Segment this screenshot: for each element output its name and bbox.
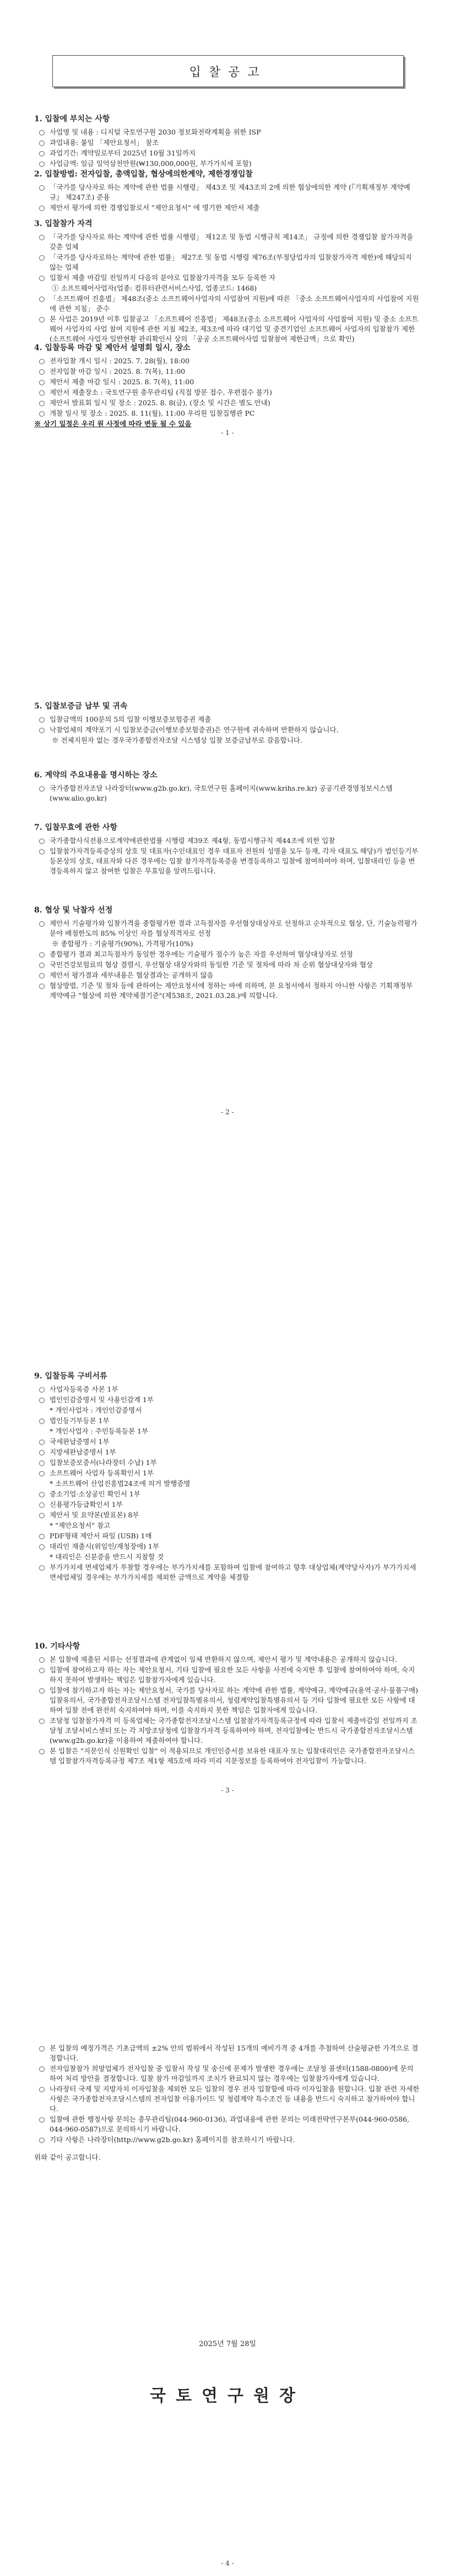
- page-number: - 1 -: [221, 429, 234, 437]
- list-item: [34, 949, 420, 959]
- bullet-marker: ○: [39, 159, 45, 168]
- list-item-text: 국민건강보험료의 협상 결렬시, 우선협상 대상자와의 동일한 기준 및 절차에 따라 차 순위 협상대상자와 협상: [50, 960, 373, 969]
- list-item-text: 「국가를 당사자로 하는 계약에 관한 법률 시행령」 제43조 및 제43조의 2에 의한 협상에의한 계약 (『기획재정부 계약예규』 제247조) 준용: [50, 183, 410, 201]
- list-item: [34, 356, 420, 366]
- list-item-text: 본 입찰은 "지문인식 신원확인 입찰" 이 적용되므로 개인인증서를 보유한 대표자 또는 입찰대리인은 국가종합전자조달시스템 입찰참가자격등록규정 제7조 제1항 제5호에 따라 미리 지문정보를 등록하여야 전자입찰이 가능합니다.: [50, 1747, 415, 1765]
- list-item: [34, 273, 420, 283]
- list-item-text: 제안서 제출장소 : 국토연구원 총무관리팀 (직접 방문 접수, 우편접수 불가): [50, 388, 272, 396]
- section-4: [34, 342, 420, 429]
- deposit-note: ※ 전체지원자 없는 경우국가종합전자조달 시스템상 입찰 보증금납부로 갈음합니다.: [52, 736, 302, 744]
- list-item-text: 전자입찰 개시 일시 : 2025. 7. 28(월), 18:00: [50, 357, 190, 365]
- bullet-marker: ○: [39, 1396, 45, 1404]
- bullet-marker: ○: [39, 409, 45, 417]
- list-item: [34, 377, 420, 387]
- bullet-marker: ○: [39, 1448, 45, 1456]
- bullet-marker: ○: [39, 128, 45, 136]
- list-item-text: PDF형태 제안서 파일 (USB) 1매: [50, 1532, 152, 1540]
- list-item: [34, 1416, 420, 1426]
- bullet-marker: [34, 1405, 50, 1415]
- bullet-marker: ○: [39, 149, 45, 157]
- list-item: [34, 970, 420, 980]
- page-number: - 4 -: [221, 2559, 234, 2567]
- list-item-text: 국가종합전자조달 나라장터(www.g2b.go.kr), 국토연구원 홈페이지(www.krihs.re.kr) 공공기관경영정보시스템(www.alio.go.kr): [50, 784, 393, 802]
- list-item: [34, 1489, 420, 1499]
- section-1: [34, 113, 420, 169]
- list-item: [34, 1384, 420, 1394]
- list-item-text: 사업자등록증 사본 1부: [50, 1385, 118, 1393]
- list-item-text: 전자입찰 마감 일시 : 2025. 8. 7(목), 11:00: [50, 367, 186, 375]
- list-item-text: 「소프트웨어 진흥법」 제48조(중소 소프트웨어사업자의 사업참여 지원)에 따른 「중소 소프트웨어사업자의 사업참여 지원에 관한 지침」 준수: [50, 294, 419, 313]
- list-item-text: 국세완납증명서 1부: [50, 1437, 110, 1446]
- list-item-text: 종합평가 결과 최고득점자가 동일한 경우에는 기술평가 점수가 높은 자를 우선하여 협상대상자로 선정: [50, 950, 353, 958]
- list-item: [34, 1531, 420, 1541]
- list-item: [34, 1510, 420, 1520]
- bullet-marker: ○: [39, 1437, 45, 1446]
- bullet-marker: ○: [39, 2115, 45, 2123]
- list-item-text: 제안서 및 요약본(발표본) 8부: [50, 1511, 139, 1519]
- bullet-marker: ○: [39, 981, 45, 990]
- list-item-text: 전자입찰참가 희망업체가 전자입찰 중 입찰서 작성 및 송신에 문제가 발생한 경우에는 조달청 콜센터(1588-0800)에 문의하여 처리 방안을 결정합니다. 입찰 참가 마감일까지 조치가 완료되지 않는 경우에는 입찰참가자에게 있습니다.: [50, 2064, 414, 2083]
- section-7: [34, 822, 420, 877]
- bullet-marker: ○: [39, 1532, 45, 1540]
- list-item-text: 사업명 및 내용 : 디지털 국토연구원 2030 정보화전략계획을 위한 ISP: [50, 128, 261, 136]
- list-item-text: 법인인감증명서 및 사용인감계 1부: [50, 1396, 154, 1404]
- list-item: [34, 2064, 420, 2084]
- list-item-text: * 개인사업자 : 개인인감증명서: [50, 1406, 142, 1414]
- list-item-text: 입찰에 참여하고자 하는 자는 제안요청서, 기타 입찰에 필요한 모든 사항을 사전에 숙지한 후 입찰에 참여하여야 하며, 숙지하지 못하여 발생하는 책임은 입찰참가자에게 있습니다.: [50, 1666, 415, 1684]
- list-item-text: 조달청 입찰참가자격 미 등록업체는 국가종합전자조달시스템 입찰참가자격등록규정에 따라 입찰서 제출마감일 전일까지 조달청 조달서비스센터 또는 각 지방조달청에 입찰참가자격 등록하여야 하며, 전자입찰에는 반드시 국가종합전자조달시스템(www.g2b.go.kr)을 이용하여 제출하여야 합니다.: [50, 1716, 418, 1745]
- list-item-text: 대리인 재출시(위임인/재청장에) 1부: [50, 1542, 159, 1550]
- list-item: [34, 960, 420, 970]
- list-item: [34, 253, 420, 272]
- list-item-text: 입찰에 관한 행정사항 문의는 총무관리팀(044-960-0136), 과업내용에 관한 문의는 미래전략연구본부(044-960-0586, 044-960-0587)으로 문의하시기 바랍니다.: [50, 2115, 409, 2133]
- list-item: [34, 294, 420, 314]
- bullet-marker: [34, 1479, 50, 1489]
- bullet-marker: ○: [39, 315, 45, 323]
- bullet-marker: ○: [39, 1416, 45, 1425]
- list-item: [34, 1655, 420, 1665]
- list-item: [34, 1686, 420, 1715]
- list-item-text: 입찰참가자격등록증상의 상호 및 대표자(수인대표인 경우 대표자 전원의 성명을 모두 등재, 각자 대표도 해당)가 법인등기부등본상의 상호, 대표자와 다른 경우에는 입찰 참가자격등록증을 변경등록하고 입찰에 참여하여야 하며, 입찰대리인 등을 변경등록하지 않고 참여한 입찰은 무효임을 알려드립니다.: [50, 847, 419, 875]
- list-item: [34, 1665, 420, 1685]
- list-item-text: 소프트웨어 사업자 등록확인서 1부: [50, 1469, 154, 1477]
- section-9: [34, 1370, 420, 1583]
- bullet-marker: ○: [39, 2135, 45, 2144]
- list-item-text: 사업금액: 일금 일억삼천만원(₩130,000,000원, 부가가치세 포함): [50, 159, 252, 168]
- list-item-text: 입찰서 제출 마감일 전일까지 다음의 분야로 입찰참가자격을 모두 등록한 자: [50, 273, 276, 282]
- section-heading: 9. 입찰등록 구비서류: [34, 1372, 107, 1381]
- schedule-note: ※ 상기 일정은 우리 원 사정에 따라 변동 될 수 있음: [34, 420, 192, 428]
- list-item: [34, 1552, 420, 1562]
- list-item: [34, 183, 420, 202]
- list-item: [34, 1437, 420, 1447]
- list-item-text: 나라장터 국제 및 지방자치 이자입찰을 제외한 모든 입찰의 경우 전자 입찰함에 따라 이자입찰을 원합니다. 입찰 관련 자세한 사항은 국가종합전자조달시스템의 전자입찰 이용가이드 및 청렴계약 특수조건 등 내용을 반드시 숙지하고 참가하여야 합니다.: [50, 2085, 420, 2113]
- bullet-marker: ○: [39, 1686, 45, 1694]
- section-10: [34, 1640, 420, 1767]
- list-item: [34, 1458, 420, 1468]
- bullet-marker: [34, 1552, 50, 1562]
- page-number: - 3 -: [221, 1786, 234, 1794]
- bullet-marker: ○: [39, 960, 45, 969]
- list-item-text: 과업기간: 계약일로부터 2025년 10월 31일까지: [50, 149, 196, 157]
- section-heading: 4. 입찰등록 마감 및 제안서 설명회 일시, 장소: [34, 344, 191, 352]
- bullet-marker: ○: [39, 1511, 45, 1519]
- list-item: [34, 138, 420, 148]
- list-item: [34, 1521, 420, 1531]
- list-item: [34, 1716, 420, 1746]
- evaluation-note: ※ 종합평가 : 기술평가(90%), 가격평가(10%): [52, 940, 193, 948]
- list-item: [34, 1500, 420, 1510]
- page-title: 입찰공고: [52, 55, 404, 87]
- list-item-text: 기타 사항은 나라장터(http://www.g2b.go.kr) 홈페이지를 참조하시기 바랍니다.: [50, 2135, 295, 2144]
- list-item-text: 「국가를 당사자로 하는 계약에 관한 법률 시행령」 제12조 및 동법 시행규칙 제14조」 규정에 의한 경쟁입찰 참가자격을 갖춘 업체: [50, 233, 414, 251]
- section-heading: 3. 입찰참가 자격: [34, 219, 93, 228]
- bullet-marker: [34, 1521, 50, 1531]
- bullet-marker: ○: [39, 2085, 45, 2093]
- list-item: [34, 919, 420, 938]
- list-item: [34, 409, 420, 418]
- bullet-marker: ○: [39, 1747, 45, 1755]
- list-item: [34, 367, 420, 377]
- bullet-marker: ○: [39, 203, 45, 212]
- list-item: [34, 2115, 420, 2134]
- list-item: [34, 148, 420, 158]
- list-item: [34, 846, 420, 876]
- list-item: [34, 783, 420, 803]
- list-item-text: * "제안요청서" 참고: [50, 1521, 111, 1530]
- list-item-text: 제안서 발표회 일시 및 장소 : 2025. 8. 8(금), (장소 및 시간은 별도 안내): [50, 399, 270, 407]
- list-item: [34, 398, 420, 408]
- bullet-marker: ○: [39, 2044, 45, 2052]
- bullet-marker: ○: [39, 726, 45, 734]
- bullet-marker: ○: [39, 1458, 45, 1467]
- bullet-marker: ○: [39, 1490, 45, 1498]
- list-item: [34, 127, 420, 137]
- list-item-text: 협상방법, 기준 및 절차 등에 관하여는 제안요청서에 정하는 바에 의하며, 본 요청서에서 정하지 아니한 사항은 기획재정부 계약예규 "협상에 의한 계약체결기준"(제538조, 2021.03.28.)에 의합니다.: [50, 981, 413, 1000]
- list-item: [34, 981, 420, 1001]
- list-item: [34, 2084, 420, 2114]
- list-item: [34, 1468, 420, 1478]
- issuer-name: 국토연구원장: [150, 2386, 305, 2406]
- sub-item: ① 소프트웨어사업자(업종: 컴퓨터관련서비스사업, 업종코드: 1468): [52, 284, 257, 292]
- list-item-text: 부가가치세 면세업체가 투찰할 경우에는 부가가치세를 포함하여 입찰에 참여하고 향후 대상업체(계약당사자)가 부가가치세 면세업체일 경우에는 부가가치세를 제외한 금액으로 계약을 체결함: [50, 1563, 416, 1581]
- list-item: [34, 159, 420, 169]
- bullet-marker: ○: [39, 2064, 45, 2073]
- list-item-text: 본 사업은 2019년 이후 입찰공고 「소프트웨어 진흥법」 제48조(중소 소프트웨어 사업자의 사업참여 지원) 및 중소 소프트웨어 사업자의 사업 참여 지원에 관한 지침 제2조, 제3조에 따라 대기업 및 중견기업인 소프트웨어 사업자의 입찰참가 제한(소프트웨어 사업자 일반현황 관리확인서 상의 「공공 소프트웨어사업 입찰참여 제한금액」으로 확인): [50, 315, 419, 343]
- page-number: - 2 -: [221, 1108, 234, 1116]
- list-item: [34, 1405, 420, 1415]
- bullet-marker: ○: [39, 273, 45, 282]
- bullet-marker: ○: [39, 138, 45, 147]
- announcement-date: 2025년 7월 28일: [199, 2340, 256, 2348]
- section-10-continued: [34, 2043, 420, 2162]
- list-item-text: * 소프트웨어 산업진흥법24조에 의거 발행증명: [50, 1479, 191, 1488]
- list-item-text: * 개인사업자 : 주민등록등본 1부: [50, 1427, 149, 1435]
- list-item: [34, 1542, 420, 1552]
- list-item: [34, 715, 420, 724]
- section-heading: 7. 입찰무효에 관한 사항: [34, 823, 117, 832]
- bullet-marker: ○: [39, 950, 45, 958]
- bullet-marker: [34, 1426, 50, 1436]
- bullet-marker: ○: [39, 378, 45, 386]
- list-item-text: 제안서 제출 마감 일시 : 2025. 8. 7(목), 11:00: [50, 378, 194, 386]
- list-item: [34, 1395, 420, 1405]
- section-heading: 5. 입찰보증금 납부 및 귀속: [34, 702, 128, 711]
- section-heading: 6. 계약의 주요내용을 명시하는 장소: [34, 771, 158, 780]
- list-item-text: 본 입찰에 제출된 서류는 선정결과에 관계없이 일체 반환하지 않으며, 제안서 평가 및 계약내용은 공개하지 않습니다.: [50, 1655, 398, 1663]
- bullet-marker: ○: [39, 1655, 45, 1663]
- list-item-text: 제안서 기술평가와 입찰가격을 종합평가한 결과 고득점자를 우선협상대상자로 선정하고 순차적으로 협상, 단, 기술능력평가분야 배점한도의 85% 이상인 자를 협상적격자로 선정: [50, 919, 418, 937]
- bullet-marker: ○: [39, 1469, 45, 1477]
- list-item: [34, 2043, 420, 2063]
- bullet-marker: ○: [39, 1500, 45, 1509]
- bullet-marker: ○: [39, 1542, 45, 1550]
- list-item-text: 낙찰업체의 계약포기 시 입찰보증금(이행보증보험증권)은 연구원에 귀속하며 반환하지 않습니다.: [50, 726, 339, 734]
- bullet-marker: ○: [39, 784, 45, 792]
- list-item: [34, 1563, 420, 1582]
- bullet-marker: ○: [39, 919, 45, 927]
- section-8: [34, 904, 420, 1001]
- section-6: [34, 769, 420, 804]
- list-item-text: * 대리인은 신분증을 반드시 지참할 것: [50, 1553, 164, 1561]
- list-item: [34, 1479, 420, 1489]
- list-item-text: 「국가를 당사자로하는 계약에 관한 법률」 제27조 및 동법 시행령 제76조(부정당업자의 입찰참가자격 제한)에 해당되지 않는 업체: [50, 253, 412, 271]
- bullet-marker: ○: [39, 183, 45, 191]
- bullet-marker: ○: [39, 1666, 45, 1674]
- list-item-text: 중소기업·소상공인 확인서 1부: [50, 1490, 140, 1498]
- list-item-text: 입찰에 참가하고자 하는 자는 제안요청서, 국가를 당사자로 하는 계약에 관한 법률, 계약예규, 계약예규(용역·공사·물품구매) 입찰유의서, 국가종합전자조달시스템 전자입찰특별유의서, 청렴계약입찰특별유의서 등 기타 입찰에 필요한 모든 사항에 대하여 입찰 전에 완전히 숙지하여야 하며, 이를 숙지하지 못한 책임은 입찰자에게 있습니다.: [50, 1686, 418, 1714]
- bullet-marker: ○: [39, 971, 45, 979]
- list-item: [34, 314, 420, 344]
- list-item: [34, 388, 420, 398]
- section-heading: 8. 협상 및 낙찰자 선정: [34, 906, 113, 915]
- section-heading: 1. 입찰에 부치는 사항: [34, 115, 110, 124]
- bullet-marker: ○: [39, 1716, 45, 1725]
- bullet-marker: ○: [39, 836, 45, 845]
- list-item: [34, 1426, 420, 1436]
- list-item-text: 본 입찰의 예정가격은 기초금액의 ±2% 안의 범위에서 작성된 15개의 예비가격 중 4개를 추첨하여 산술평균한 가격으로 결정합니다.: [50, 2044, 419, 2062]
- list-item-text: 국가종합사식전용으로계약에관한법률 시행령 제39조 제4항, 동법시행규칙 제44조에 의한 입찰: [50, 836, 335, 845]
- list-item: [34, 1746, 420, 1766]
- bullet-marker: ○: [39, 715, 45, 723]
- bullet-marker: ○: [39, 388, 45, 396]
- list-item-text: 제안서 평가결과 세부내용은 협상결과는 공개하지 않음: [50, 971, 214, 979]
- section-heading: 2. 입찰방법: 전자입찰, 총액입찰, 협상에의한계약, 제한경쟁입찰: [34, 170, 253, 179]
- closing-text: 위와 같이 공고합니다.: [34, 2153, 101, 2161]
- list-item-text: 제안서 평가에 의한 경쟁입찰로서 "제안요청서" 에 명기한 제안서 제출: [50, 203, 260, 212]
- bullet-marker: ○: [39, 1385, 45, 1393]
- bullet-marker: ○: [39, 357, 45, 365]
- section-5: [34, 700, 420, 745]
- section-heading: 10. 기타사항: [34, 1642, 80, 1651]
- list-item-text: 과업내용: 붙임 「제안요청서」 참조: [50, 138, 159, 147]
- bullet-marker: ○: [39, 367, 45, 375]
- list-item: [34, 2135, 420, 2145]
- list-item-text: 입찰보증보증서(나라장터 수납) 1부: [50, 1458, 157, 1467]
- list-item: [34, 203, 420, 213]
- list-item: [34, 836, 420, 846]
- list-item-text: 신용평가등급확인서 1부: [50, 1500, 123, 1509]
- list-item-text: 지방세완납증명서 1부: [50, 1448, 116, 1456]
- list-item: [34, 1447, 420, 1457]
- section-3: [34, 218, 420, 345]
- list-item-text: 법인등기부등본 1부: [50, 1416, 110, 1425]
- bullet-marker: ○: [39, 399, 45, 407]
- list-item: [34, 725, 420, 735]
- bullet-marker: ○: [39, 253, 45, 261]
- list-item: [34, 232, 420, 252]
- list-item-text: 개찰 일시 및 장소 : 2025. 8. 11(월), 11:00 우리원 입찰집행관 PC: [50, 409, 255, 417]
- bullet-marker: ○: [39, 847, 45, 855]
- bullet-marker: ○: [39, 1563, 45, 1571]
- section-2: [34, 168, 420, 213]
- bullet-marker: ○: [39, 294, 45, 303]
- list-item-text: 입찰금액의 100분의 5의 입찰 이행보증보험증권 제출: [50, 715, 212, 723]
- bullet-marker: ○: [39, 233, 45, 241]
